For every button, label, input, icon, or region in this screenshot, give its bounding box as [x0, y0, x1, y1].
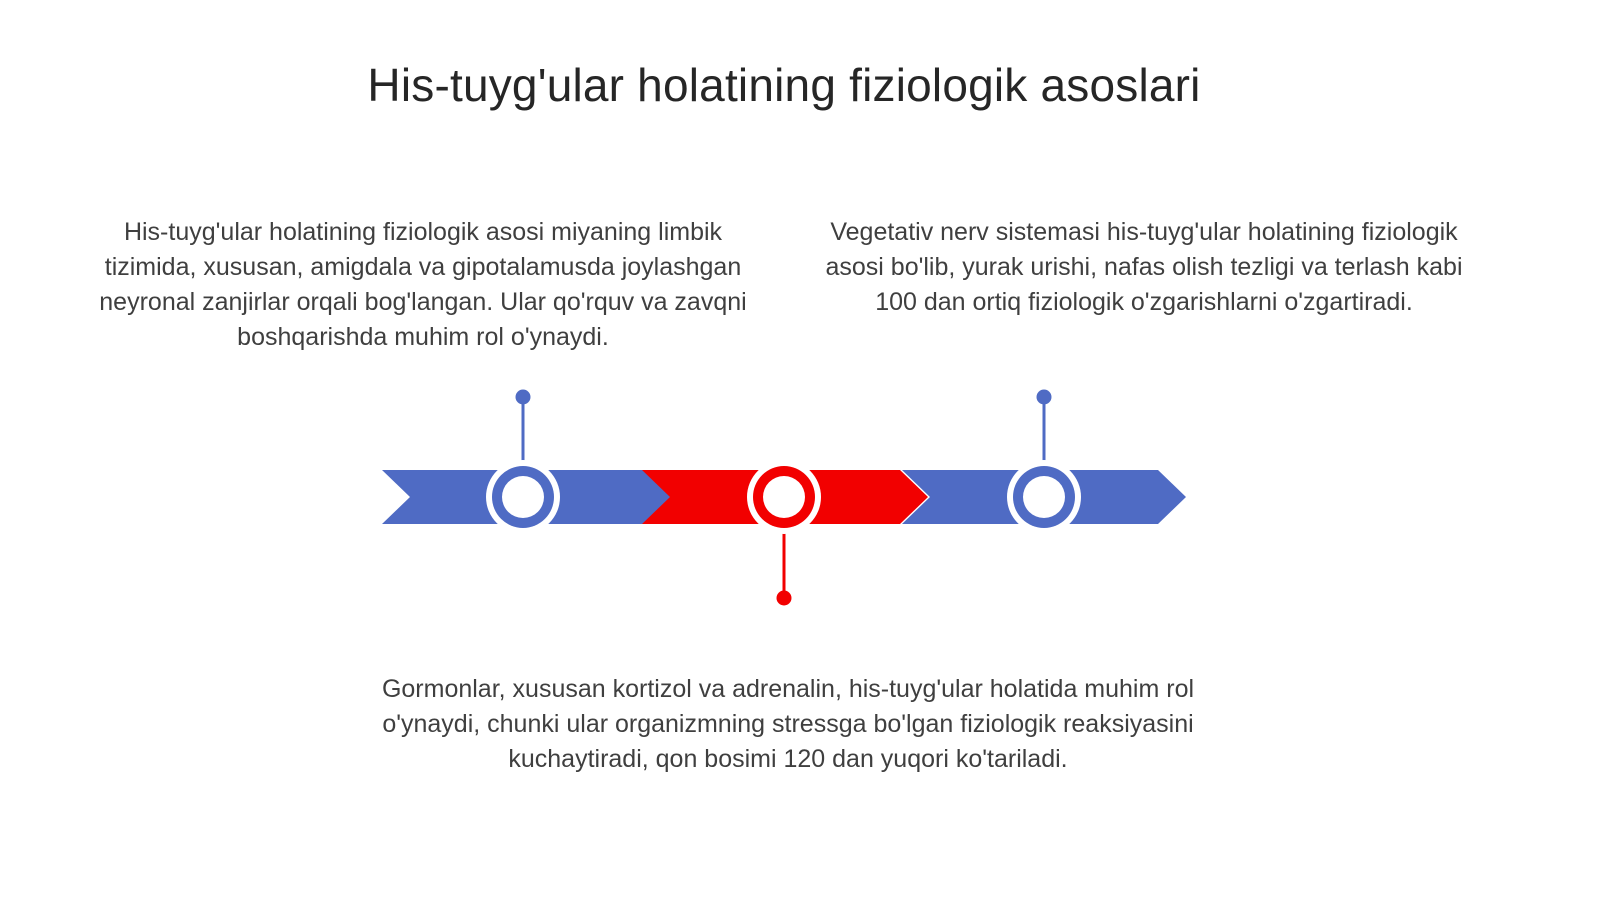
milestone-2-pin-dot [777, 591, 792, 606]
milestone-2-ring-center [763, 476, 805, 518]
timeline-milestone-1 [486, 390, 560, 535]
timeline-milestone-3 [1007, 390, 1081, 535]
milestone-3-pin-dot [1037, 390, 1052, 405]
text-block-hormones: Gormonlar, xususan kortizol va adrenalin, his-tuyg'ular holatida muhim rol o'ynaydi, chunki ular organizmning stressga bo'lgan fiziologik reaksiyasini kuchaytiradi, qon bosimi 120 dan yuqori ko'tariladi. [381, 675, 1195, 773]
text-block-autonomic: Vegetativ nerv sistemasi his-tuyg'ular holatining fiziologik asosi bo'lib, yurak urishi, nafas olish tezligi va terlash kabi 100 dan ortiq fiziologik o'zgarishlarni o'zgartiradi. [825, 218, 1463, 316]
milestone-3-ring-center [1023, 476, 1065, 518]
slide-title: His-tuyg'ular holatining fiziologik asoslari [367, 59, 1201, 111]
timeline-milestone-2 [747, 460, 821, 606]
milestone-1-ring-center [502, 476, 544, 518]
text-block-limbic: His-tuyg'ular holatining fiziologik asosi miyaning limbik tizimida, xususan, amigdala va gipotalamusda joylashgan neyronal zanjirlar orqali bog'langan. Ular qo'rquv va zavqni boshqarishda muhim rol o'ynaydi. [99, 218, 747, 351]
milestone-1-pin-dot [516, 390, 531, 405]
